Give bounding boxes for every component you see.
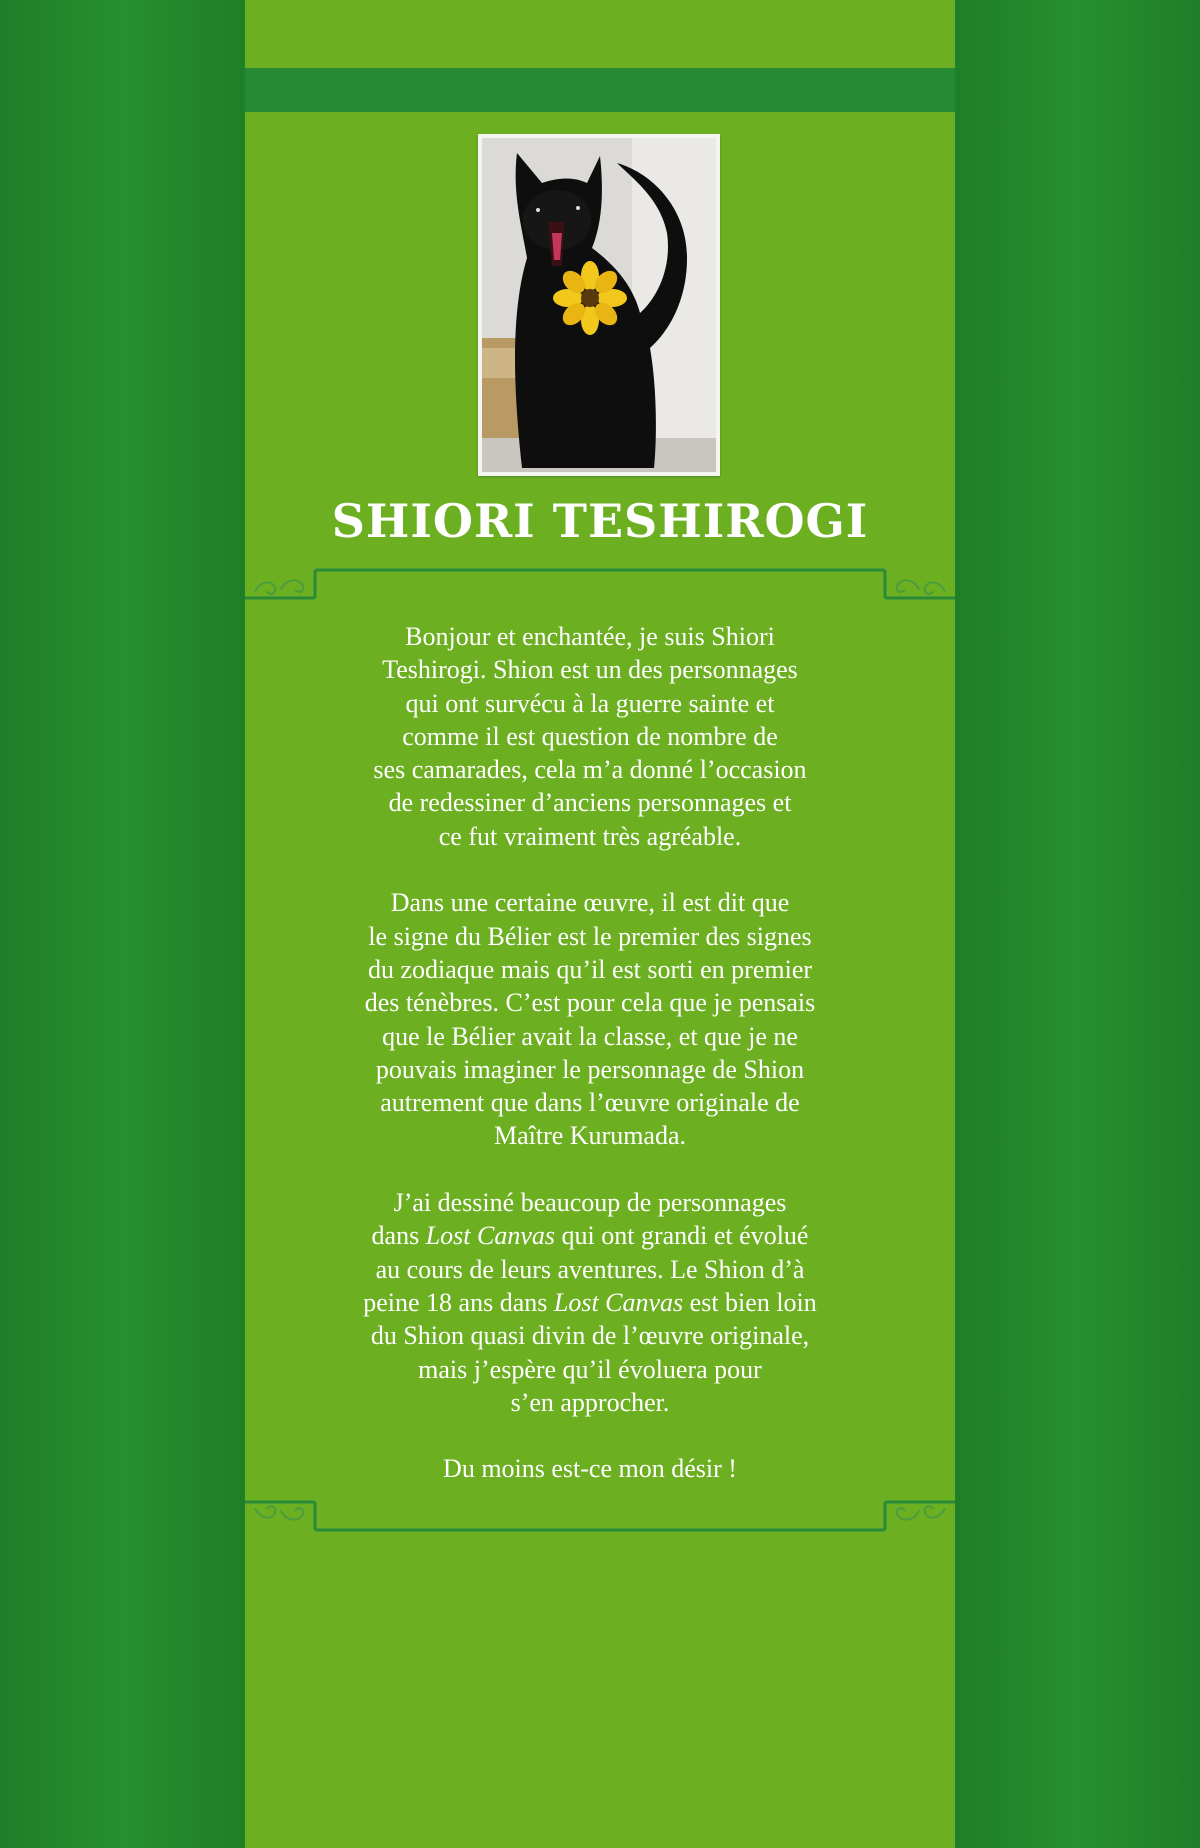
text-line: le signe du Bélier est le premier des signes: [368, 921, 812, 951]
book-title: Lost Canvas: [425, 1221, 556, 1251]
left-side-band: [0, 0, 245, 1848]
text-line: Maître Kurumada.: [493, 1121, 687, 1151]
text-line: ses camarades, cela m’a donné l’occasion: [373, 755, 807, 785]
top-stripe: [245, 68, 955, 112]
book-title: Lost Canvas: [553, 1287, 684, 1317]
author-photo: [478, 134, 720, 476]
text-line: comme il est question de nombre de: [402, 721, 778, 751]
text-line: [310, 1286, 870, 1319]
text-line: [310, 1219, 870, 1252]
text-line: mais j’espère qu’il évoluera pour: [418, 1354, 762, 1384]
text-line: ce fut vraiment très agréable.: [438, 821, 742, 851]
paragraph-3: [310, 1186, 870, 1419]
text-segment: peine 18 ans dans: [363, 1287, 554, 1317]
text-line: Bonjour et enchantée, je suis Shiori: [405, 622, 775, 651]
text-line: Teshirogi. Shion est un des personnages: [382, 655, 798, 685]
paragraph-4: [310, 1452, 870, 1485]
black-cat-with-sunflower-photo-icon: [482, 138, 716, 472]
ornament-divider-bottom-icon: [245, 1494, 955, 1534]
text-line: que le Bélier avait la classe, et que je ne: [382, 1021, 798, 1051]
paragraph-1: [310, 620, 870, 853]
text-line: autrement que dans l’œuvre originale de: [380, 1088, 800, 1118]
paragraph-2: [310, 886, 870, 1152]
text-line: du Shion quasi divin de l’œuvre originale,: [370, 1321, 810, 1351]
text-line: pouvais imaginer le personnage de Shion: [375, 1054, 805, 1084]
text-segment: dans: [371, 1221, 426, 1251]
text-line: des ténèbres. C’est pour cela que je pensais: [364, 988, 816, 1018]
ornament-divider-top-icon: [245, 566, 955, 606]
text-line: J’ai dessiné beaucoup de personnages: [393, 1188, 787, 1218]
right-side-band: [955, 0, 1200, 1848]
text-segment: est bien loin: [683, 1287, 817, 1317]
text-line: qui ont survécu à la guerre sainte et: [405, 688, 775, 718]
text-line: de redessiner d’anciens personnages et: [388, 788, 792, 818]
text-line: du zodiaque mais qu’il est sorti en premier: [367, 954, 813, 984]
text-line: s’en approcher.: [510, 1387, 670, 1417]
message-body: [310, 620, 870, 1486]
text-line: Du moins est-ce mon désir !: [443, 1454, 737, 1484]
text-segment: qui ont grandi et évolué: [555, 1221, 809, 1251]
text-line: Dans une certaine œuvre, il est dit que: [390, 888, 790, 918]
author-name-heading: SHIORI TESHIROGI: [331, 494, 869, 548]
text-line: au cours de leurs aventures. Le Shion d’à: [375, 1254, 805, 1284]
